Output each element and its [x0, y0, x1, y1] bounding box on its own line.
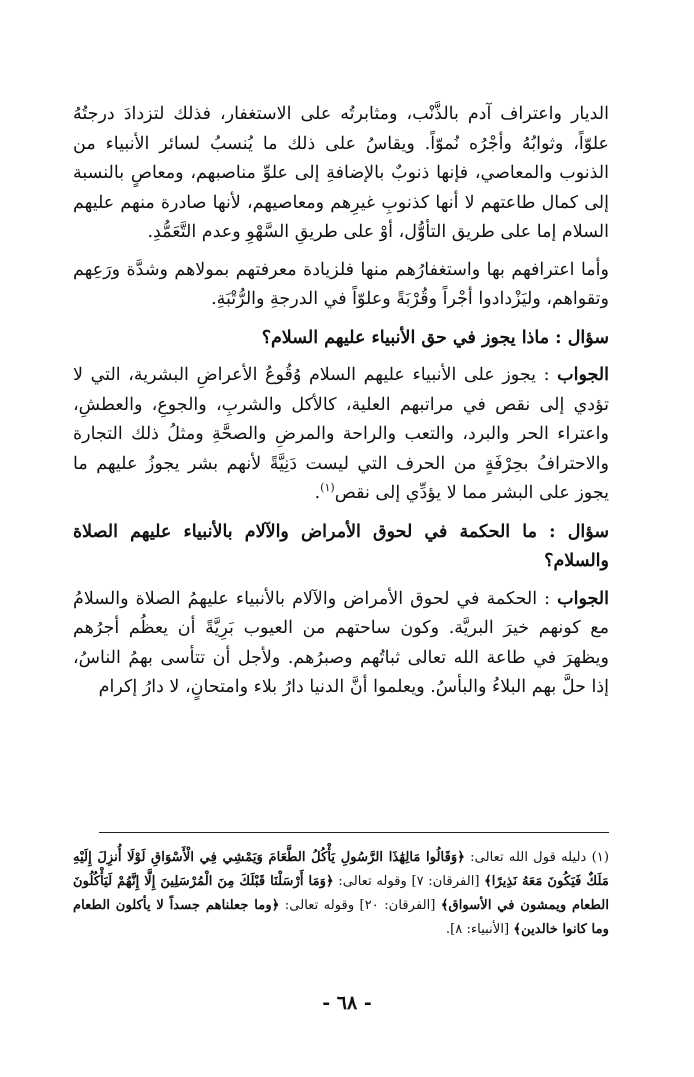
answer-2 — [73, 585, 609, 703]
quran-verse: ﴿وَمَا أَرْسَلْنَا قَبْلَكَ مِنَ الْمُرْسَلِينَ إِلَّا إِنَّهُمْ لَيَأْكُلُونَ الطعام ويمشون في الأسواق﴾ — [73, 874, 609, 913]
answer-label: الجواب — [557, 365, 609, 385]
main-text — [73, 100, 609, 703]
paragraph-1: الديار واعتراف آدم بالذَّنْب، ومثابرتُه على الاستغفار، فذلك لتزدادَ درجتُهُ علوّاً، وثوابُهُ وأجْرُه نُموّاً. ويقاسُ على ذلك ما يُنسبُ لسائر الأنبياء من الذنوب والمعاصي، فإنها ذنوبٌ بالإضافةِ إلى علوِّ مناصبهم، ومعاصٍ بالنسبة إلى كمال طاعتهم لا أنها كذنوبِ غيرِهم ومعاصيهم، لأنها صادرة منهم عليهم السلام إما على طريق التأوُّل، أوْ على طريقِ السَّهْوِ وعدم التَّعَمُّدِ. — [73, 104, 609, 242]
verse-citation: [الفرقان: ٢٠] وقوله تعالى: — [284, 898, 436, 913]
answer-text: : الحكمة في لحوق الأمراض والآلام بالأنبياء عليهمُ الصلاة والسلامُ مع كونهم خيرَ البريَّة. وكون ساحتهم من العيوب بَرِيَّةً أن يعظُم أجرُهم ويظهرَ في طاعة الله تعالى ثباتُهم وصبرُهم. ولأجل أن تتأسى بهمُ الناسُ، إذا حلَّ بهم البلاءُ والبأسُ. ويعلموا أنَّ الدنيا دارُ بلاء وامتحانٍ، لا دارُ إكرام — [73, 588, 609, 697]
answer-end: . — [314, 483, 321, 503]
question-text: : ما الحكمة في لحوق الأمراض والآلام بالأنبياء عليهم الصلاة والسلام؟ — [73, 521, 609, 571]
quran-verse: ﴿وَقَالُوا مَالِهَٰذَا الرَّسُولِ يَأْكُلُ الطَّعَامَ وَيَمْشِي فِي الْأَسْوَاقِ لَوْلَا أُنزِلَ إِلَيْهِ مَلَكٌ فَيَكُونَ مَعَهُ نَذِيرًا﴾ — [73, 850, 609, 889]
paragraph-2: وأما اعترافهم بها واستغفارُهم منها فلزيادة معرفتهم بمولاهم وشدَّة ورَعِهم وتقواهم، وليَزْدادوا أجْراً وقُرْبَةً وعلوّاً في الدرجةِ والرُّتْبَةِ. — [73, 259, 609, 309]
footnote-block — [73, 846, 609, 942]
answer-text: : يجوز على الأنبياء عليهم السلام وُقُوعُ الأعراضِ البشرية، التي لا تؤدي إلى نقص في مراتبهم العلية، كالأكل والشربِ، والجوعِ، والعطشِ، واعتراء الحر والبرد، والتعب والراحة والمرضِ والصحَّةِ ومثلُ ذلك التجارة والاحترافُ بحِرْفَةٍ من الحرف التي ليست دَنِيَّةً لأنهم بشر يجوزُ عليهم ما يجوز على البشر مما لا يؤدِّي إلى نقص — [73, 365, 609, 503]
question-text: : ماذا يجوز في حق الأنبياء عليهم السلام؟ — [261, 327, 562, 348]
verse-citation: [الفرقان: ٧] وقوله تعالى: — [338, 874, 480, 889]
quran-verse: ﴿وما جعلناهم جسداً لا يأكلون الطعام وما كانوا خالدين﴾ — [73, 898, 609, 937]
answer-label: الجواب — [557, 588, 609, 609]
verse-citation: [الأنبياء: ٨]. — [445, 922, 510, 937]
question-2 — [73, 518, 609, 577]
question-label: سؤال — [567, 521, 609, 542]
page-number: - ٦٨ - — [322, 992, 372, 1014]
answer-1 — [73, 361, 609, 509]
question-1 — [73, 324, 609, 354]
footnote-divider — [99, 832, 609, 833]
footnote-reference: (١) — [320, 481, 335, 495]
footnote-intro: (١) دليله قول الله تعالى: — [470, 850, 609, 865]
question-label: سؤال — [567, 327, 609, 348]
